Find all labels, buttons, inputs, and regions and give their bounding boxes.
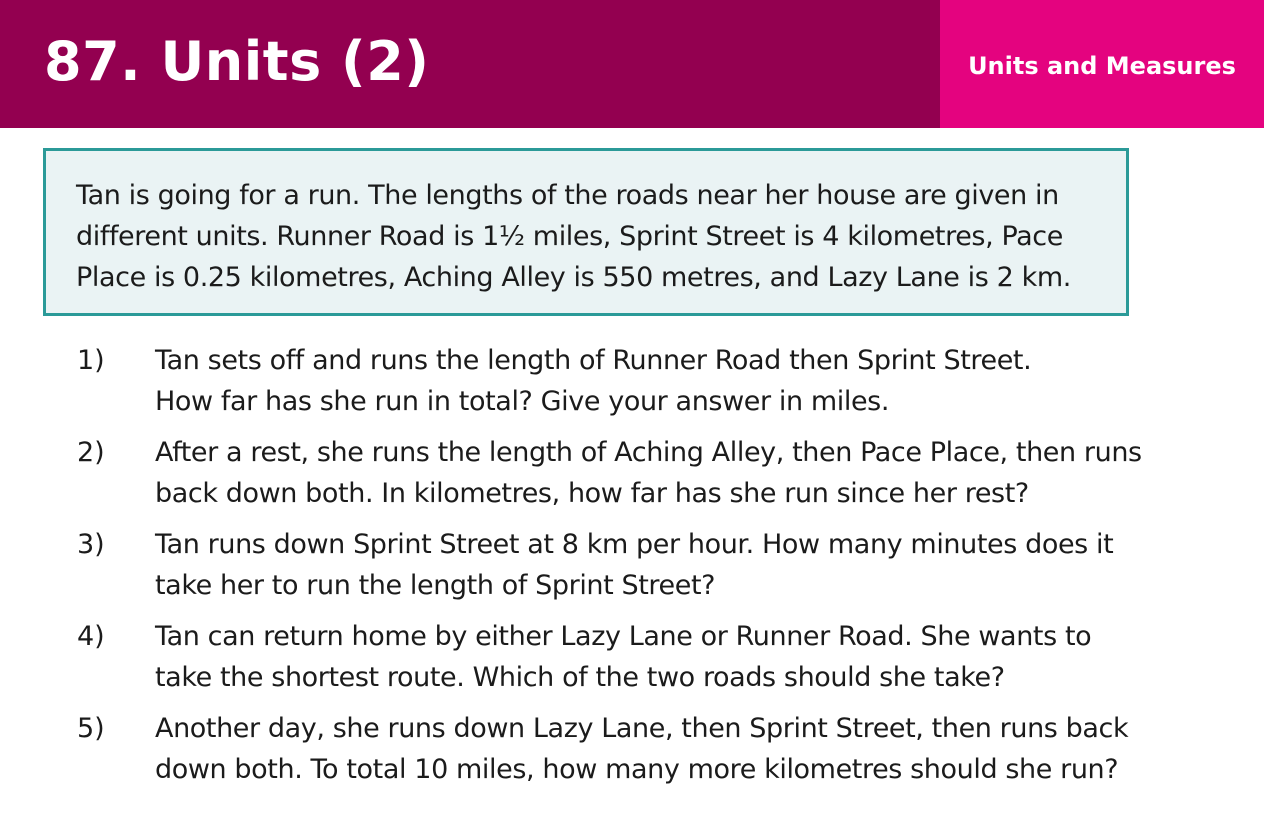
question-line: Another day, she runs down Lazy Lane, then Sprint Street, then runs back xyxy=(155,713,1129,744)
question-number: 1) xyxy=(77,345,105,376)
question-line: back down both. In kilometres, how far has she run since her rest? xyxy=(155,478,1029,509)
question-list xyxy=(0,340,1264,800)
question-line: Tan sets off and runs the length of Runner Road then Sprint Street. xyxy=(155,345,1032,376)
title-bar xyxy=(0,0,940,128)
question-item xyxy=(0,524,1264,606)
question-line: down both. To total 10 miles, how many more kilometres should she run? xyxy=(155,754,1119,785)
question-line: Tan runs down Sprint Street at 8 km per hour. How many minutes does it xyxy=(155,529,1114,560)
question-item xyxy=(0,432,1264,514)
question-text xyxy=(155,340,1185,422)
question-text xyxy=(155,616,1185,698)
question-line: take the shortest route. Which of the two roads should she take? xyxy=(155,662,1005,693)
question-line: After a rest, she runs the length of Aching Alley, then Pace Place, then runs xyxy=(155,437,1142,468)
question-item xyxy=(0,616,1264,698)
intro-box xyxy=(43,148,1129,316)
question-text xyxy=(155,708,1185,790)
question-line: Tan can return home by either Lazy Lane or Runner Road. She wants to xyxy=(155,621,1092,652)
intro-line: Place is 0.25 kilometres, Aching Alley is 550 metres, and Lazy Lane is 2 km. xyxy=(76,262,1071,293)
intro-line: Tan is going for a run. The lengths of the roads near her house are given in xyxy=(76,180,1059,211)
question-number: 5) xyxy=(77,713,105,744)
question-number: 3) xyxy=(77,529,105,560)
question-line: How far has she run in total? Give your answer in miles. xyxy=(155,386,890,417)
page-title: 87. Units (2) xyxy=(44,29,430,93)
intro-text xyxy=(76,175,1106,298)
question-number: 2) xyxy=(77,437,105,468)
topic-label: Units and Measures xyxy=(968,52,1236,80)
question-line: take her to run the length of Sprint Street? xyxy=(155,570,716,601)
intro-line: different units. Runner Road is 1½ miles, Sprint Street is 4 kilometres, Pace xyxy=(76,221,1063,252)
question-item xyxy=(0,708,1264,790)
header xyxy=(0,0,1264,128)
question-number: 4) xyxy=(77,621,105,652)
topic-bar xyxy=(940,0,1264,128)
question-text xyxy=(155,524,1185,606)
question-text xyxy=(155,432,1185,514)
question-item xyxy=(0,340,1264,422)
